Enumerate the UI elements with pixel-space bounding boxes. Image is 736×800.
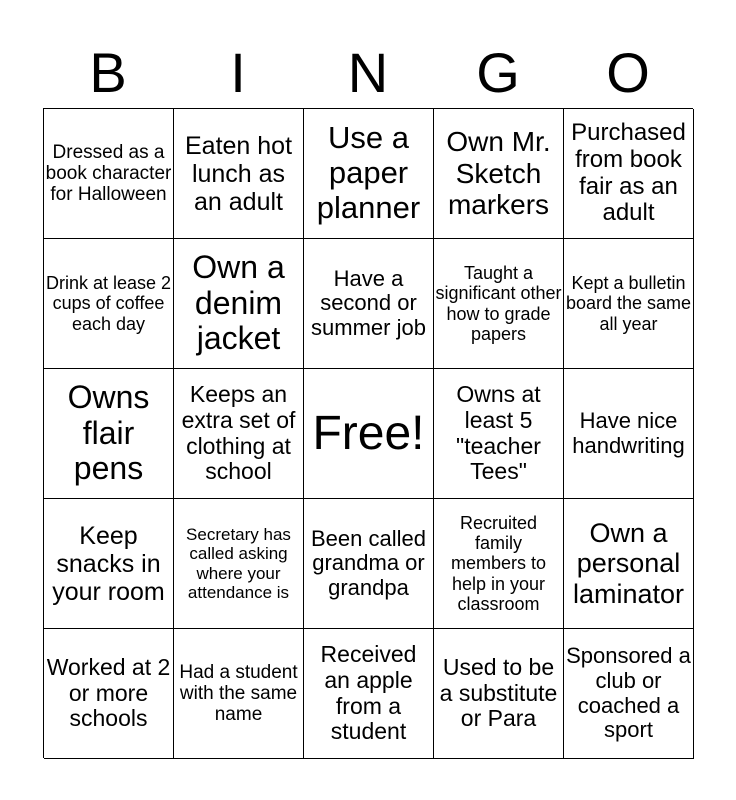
bingo-cell[interactable] <box>174 629 304 759</box>
bingo-cell[interactable] <box>434 629 564 759</box>
bingo-cell-text: Drink at lease 2 cups of coffee each day <box>45 273 172 334</box>
bingo-cell[interactable] <box>304 109 434 239</box>
bingo-cell[interactable] <box>434 239 564 369</box>
bingo-cell[interactable] <box>174 109 304 239</box>
bingo-cell-text: Dressed as a book character for Halloween <box>45 141 172 206</box>
bingo-cell-text: Owns at least 5 "teacher Tees" <box>456 381 541 485</box>
bingo-cell-text: Recruited family members to help in your classroom <box>450 513 547 614</box>
bingo-cell[interactable] <box>44 239 174 369</box>
bingo-cell[interactable] <box>564 629 694 759</box>
bingo-grid <box>43 108 693 758</box>
bingo-cell[interactable] <box>434 109 564 239</box>
bingo-cell-text: Own a personal laminator <box>572 518 685 609</box>
bingo-cell-text: Eaten hot lunch as an adult <box>184 131 293 216</box>
bingo-cell-text: Kept a bulletin board the same all year <box>565 273 692 334</box>
bingo-cell-free[interactable] <box>304 369 434 499</box>
bingo-cell-text: Had a student with the same name <box>179 661 298 726</box>
header-letter-o: O <box>606 41 650 104</box>
bingo-cell[interactable] <box>44 369 174 499</box>
bingo-cell[interactable] <box>174 239 304 369</box>
bingo-cell[interactable] <box>44 109 174 239</box>
bingo-cell-text: Been called grandma or grandpa <box>311 525 426 600</box>
bingo-cell-text: Free! <box>312 406 425 460</box>
bingo-cell-text: Purchased from book fair as an adult <box>571 118 686 227</box>
bingo-cell[interactable] <box>304 629 434 759</box>
bingo-cell-text: Have a second or summer job <box>311 265 426 340</box>
header-letter-g: G <box>476 41 520 104</box>
bingo-cell-text: Taught a significant other how to grade papers <box>435 263 562 344</box>
bingo-cell[interactable] <box>564 239 694 369</box>
bingo-cell[interactable] <box>44 629 174 759</box>
bingo-cell-text: Sponsored a club or coached a sport <box>566 643 691 743</box>
bingo-cell-text: Used to be a substitute or Para <box>439 653 558 732</box>
bingo-cell-text: Worked at 2 or more schools <box>46 653 171 732</box>
bingo-cell[interactable] <box>564 499 694 629</box>
bingo-cell-text: Keep snacks in your room <box>52 521 165 606</box>
header-letter-i: I <box>230 41 246 104</box>
bingo-cell[interactable] <box>564 369 694 499</box>
header-letter-n: N <box>347 41 389 104</box>
header-letter-b: B <box>89 41 127 104</box>
bingo-cell-text: Use a paper planner <box>316 120 421 225</box>
bingo-cell-text: Owns flair pens <box>67 378 150 487</box>
bingo-cell[interactable] <box>434 499 564 629</box>
bingo-cell-text: Received an apple from a student <box>320 641 417 745</box>
bingo-cell[interactable] <box>304 499 434 629</box>
bingo-cell-text: Secretary has called asking where your attendance is <box>186 525 291 602</box>
bingo-cell[interactable] <box>44 499 174 629</box>
bingo-cell[interactable] <box>174 369 304 499</box>
bingo-cell-text: Own a denim jacket <box>192 248 285 357</box>
bingo-cell-text: Have nice handwriting <box>572 407 685 458</box>
bingo-cell[interactable] <box>174 499 304 629</box>
bingo-cell-text: Keeps an extra set of clothing at school <box>181 381 296 485</box>
bingo-cell[interactable] <box>564 109 694 239</box>
bingo-cell-text: Own Mr. Sketch markers <box>446 126 551 221</box>
bingo-cell[interactable] <box>304 239 434 369</box>
bingo-header <box>43 40 693 106</box>
bingo-cell[interactable] <box>434 369 564 499</box>
